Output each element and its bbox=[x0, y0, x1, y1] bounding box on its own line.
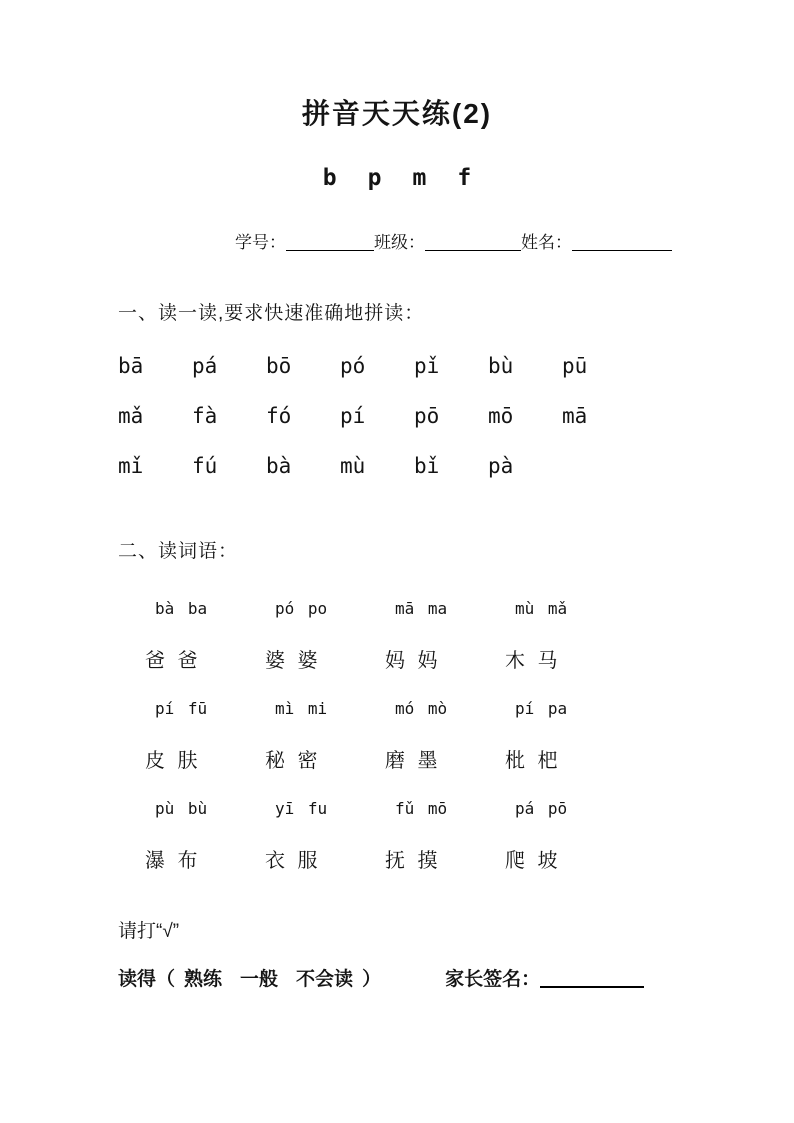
word-pinyin: pù bù bbox=[155, 798, 208, 818]
word-hanzi: 皮 肤 bbox=[145, 749, 199, 772]
pinyin-syllable: bǐ bbox=[414, 454, 440, 478]
pinyin-syllable: fú bbox=[192, 454, 218, 478]
pinyin-drill-block bbox=[0, 341, 794, 491]
word-pinyin: pá pō bbox=[515, 798, 568, 818]
word-pinyin: pí fū bbox=[155, 698, 208, 718]
pinyin-syllable: mǐ bbox=[118, 454, 144, 478]
section2-heading: 二、读词语： bbox=[118, 541, 239, 562]
word-pinyin-row bbox=[145, 583, 794, 633]
word-hanzi: 秘 密 bbox=[265, 749, 319, 772]
parent-signature-label: 家长签名： bbox=[445, 969, 541, 990]
word-pinyin: mó mò bbox=[395, 698, 448, 718]
word-hanzi: 爬 坡 bbox=[505, 849, 559, 872]
pinyin-syllable: bā bbox=[118, 354, 144, 378]
name-blank bbox=[572, 235, 672, 251]
student-id-label: 学号： bbox=[235, 233, 286, 252]
word-hanzi: 衣 服 bbox=[265, 849, 319, 872]
word-hanzi: 婆 婆 bbox=[265, 649, 319, 672]
pinyin-syllable: bà bbox=[266, 454, 292, 478]
pinyin-syllable: pó bbox=[340, 354, 366, 378]
word-hanzi-row bbox=[145, 833, 794, 883]
word-pinyin: mā ma bbox=[395, 598, 448, 618]
word-pinyin: bà ba bbox=[155, 598, 208, 618]
word-list-block bbox=[0, 583, 794, 883]
rating-option-average: 一般 bbox=[240, 969, 279, 990]
name-label: 姓名： bbox=[521, 233, 572, 252]
word-hanzi: 瀑 布 bbox=[145, 849, 199, 872]
parent-signature-blank bbox=[540, 970, 644, 988]
pinyin-syllable: fó bbox=[266, 404, 292, 428]
initial-letter: m bbox=[412, 165, 427, 191]
check-mark-prompt: 请打“√” bbox=[118, 921, 180, 942]
word-hanzi: 木 马 bbox=[505, 649, 559, 672]
pinyin-syllable: mù bbox=[340, 454, 366, 478]
word-hanzi: 磨 墨 bbox=[385, 749, 439, 772]
pinyin-syllable: pō bbox=[414, 404, 440, 428]
class-label: 班级： bbox=[374, 233, 425, 252]
pinyin-syllable: mǎ bbox=[118, 404, 144, 428]
initials-row bbox=[0, 165, 794, 191]
rating-prefix: 读得（ bbox=[118, 969, 176, 990]
pinyin-syllable: mā bbox=[562, 404, 588, 428]
pinyin-row bbox=[118, 391, 794, 441]
word-pinyin: mù mǎ bbox=[515, 598, 568, 618]
word-pinyin: fǔ mō bbox=[395, 798, 448, 818]
rating-option-cannot-read: 不会读 bbox=[296, 969, 354, 990]
page-title: 拼音天天练(2) bbox=[301, 98, 493, 129]
pinyin-syllable: bù bbox=[488, 354, 514, 378]
student-id-blank bbox=[286, 235, 374, 251]
section1-heading: 一、读一读,要求快速准确地拼读： bbox=[118, 303, 425, 324]
word-pinyin: mì mi bbox=[275, 698, 328, 718]
class-blank bbox=[425, 235, 521, 251]
word-pinyin: pó po bbox=[275, 598, 328, 618]
pinyin-syllable: pǐ bbox=[414, 354, 440, 378]
word-pinyin-row bbox=[145, 783, 794, 833]
pinyin-syllable: pí bbox=[340, 404, 366, 428]
rating-signature-line bbox=[118, 964, 794, 991]
word-pinyin-row bbox=[145, 683, 794, 733]
pinyin-syllable: pá bbox=[192, 354, 218, 378]
word-hanzi-row bbox=[145, 633, 794, 683]
pinyin-syllable: mō bbox=[488, 404, 514, 428]
rating-option-proficient: 熟练 bbox=[184, 969, 223, 990]
pinyin-syllable: bō bbox=[266, 354, 292, 378]
initial-letter: p bbox=[367, 165, 382, 191]
initial-letter: b bbox=[322, 165, 337, 191]
word-pinyin: yī fu bbox=[275, 798, 328, 818]
word-pinyin: pí pa bbox=[515, 698, 568, 718]
student-info-line bbox=[235, 228, 794, 253]
word-hanzi-row bbox=[145, 733, 794, 783]
word-hanzi: 抚 摸 bbox=[385, 849, 439, 872]
pinyin-syllable: pà bbox=[488, 454, 514, 478]
pinyin-syllable: pū bbox=[562, 354, 588, 378]
word-hanzi: 枇 杷 bbox=[505, 749, 559, 772]
pinyin-row bbox=[118, 341, 794, 391]
pinyin-row bbox=[118, 441, 794, 491]
pinyin-syllable: fà bbox=[192, 404, 218, 428]
rating-suffix: ） bbox=[362, 969, 382, 990]
initial-letter: f bbox=[457, 165, 472, 191]
word-hanzi: 妈 妈 bbox=[385, 649, 439, 672]
word-hanzi: 爸 爸 bbox=[145, 649, 199, 672]
